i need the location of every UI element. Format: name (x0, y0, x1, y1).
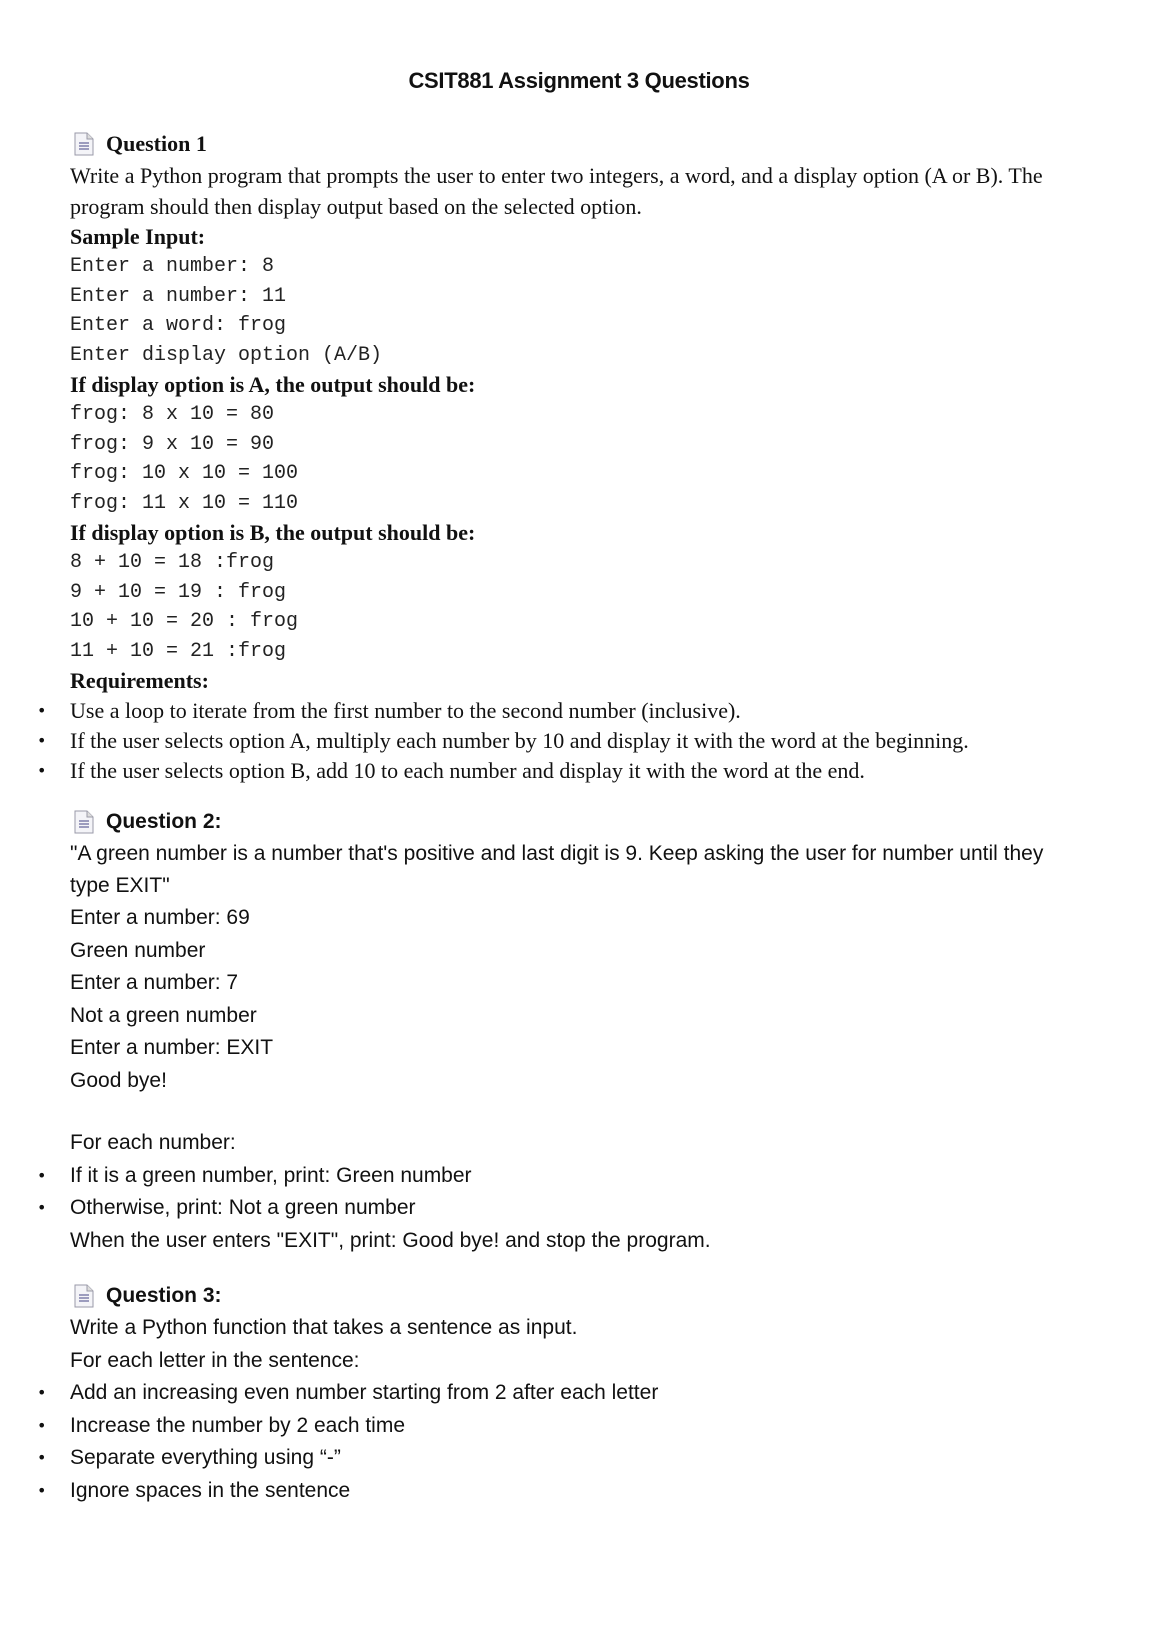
sample-line: Enter a number: EXIT (70, 1036, 274, 1059)
question-2 (70, 806, 1100, 1257)
document-icon (74, 1284, 94, 1308)
sample-line: Good bye! (70, 1068, 167, 1092)
list-item: • If the user selects option B, add 10 to each number and display it with the word at the end. (70, 756, 1100, 786)
sample-line: Enter a number: 7 (70, 971, 239, 994)
option-b-line: 8 + 10 = 18 :frog (70, 551, 275, 574)
option-a-line: frog: 8 x 10 = 80 (70, 403, 275, 426)
question-1-heading-row (70, 128, 1100, 160)
question-3-line: Write a Python function that takes a sentence as input. (70, 1316, 578, 1339)
option-a-line: frog: 9 x 10 = 90 (70, 432, 275, 456)
question-2-heading: Question 2: (106, 810, 222, 833)
sample-input-label: Sample Input: (70, 224, 206, 249)
question-2-intro: "A green number is a number that's positive and last digit is 9. Keep asking the user for number until they type EXIT" (70, 842, 1044, 897)
sample-line: Not a green number (70, 1003, 257, 1027)
sample-line: Enter a number: 8 (70, 255, 275, 278)
document-title: CSIT881 Assignment 3 Questions (408, 68, 750, 93)
document-icon (74, 810, 94, 834)
question-1-intro: Write a Python program that prompts the user to enter two integers, a word, and a display option (A or B). The program should then display output based on the selected option. (70, 163, 1043, 219)
document-icon (74, 132, 94, 156)
option-b-label: If display option is B, the output should be: (70, 520, 476, 545)
sample-line: Green number (70, 938, 206, 962)
list-item: • Add an increasing even number starting from 2 after each letter (70, 1377, 1100, 1410)
requirements-list (70, 696, 1100, 786)
option-b-line: 11 + 10 = 21 :frog (70, 639, 287, 663)
question-3-heading: Question 3: (106, 1284, 222, 1307)
question-2-list (70, 1160, 1100, 1225)
list-item: • If the user selects option A, multiply each number by 10 and display it with the word at the beginning. (70, 726, 1100, 756)
option-a-line: frog: 11 x 10 = 110 (70, 491, 299, 515)
question-2-closing: When the user enters "EXIT", print: Good bye! and stop the program. (70, 1228, 711, 1252)
for-each-label: For each number: (70, 1131, 236, 1154)
question-2-heading-row (70, 806, 1100, 838)
question-1-heading: Question 1 (106, 131, 207, 156)
option-a-line: frog: 10 x 10 = 100 (70, 462, 299, 485)
sample-line: Enter a number: 11 (70, 284, 287, 308)
question-3 (70, 1280, 1100, 1507)
list-item: • Otherwise, print: Not a green number (70, 1192, 1100, 1225)
sample-line: Enter a number: 69 (70, 906, 250, 929)
list-item: • If it is a green number, print: Green number (70, 1160, 1100, 1193)
list-item: • Separate everything using “-” (70, 1442, 1100, 1475)
option-b-line: 10 + 10 = 20 : frog (70, 610, 299, 633)
list-item: • Increase the number by 2 each time (70, 1410, 1100, 1443)
requirements-label: Requirements: (70, 668, 209, 693)
question-3-list (70, 1377, 1100, 1507)
sample-line: Enter a word: frog (70, 314, 287, 337)
question-1 (70, 128, 1100, 786)
question-3-line: For each letter in the sentence: (70, 1348, 360, 1372)
question-3-heading-row (70, 1280, 1100, 1312)
sample-line: Enter display option (A/B) (70, 343, 383, 367)
list-item: • Ignore spaces in the sentence (70, 1475, 1100, 1508)
list-item: • Use a loop to iterate from the first number to the second number (inclusive). (70, 696, 1100, 726)
option-b-line: 9 + 10 = 19 : frog (70, 580, 287, 604)
option-a-label: If display option is A, the output should be: (70, 372, 476, 397)
